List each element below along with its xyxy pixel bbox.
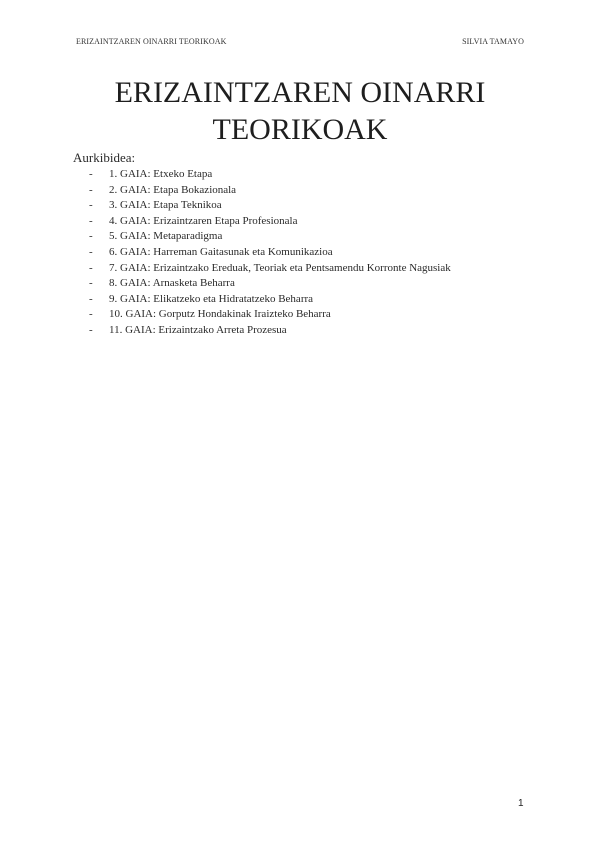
list-marker: - [89, 277, 93, 290]
table-of-contents [89, 167, 451, 339]
list-marker: - [89, 323, 93, 336]
toc-item [89, 229, 451, 245]
document-title-line-1: ERIZAINTZAREN OINARRI [114, 76, 486, 109]
list-marker: - [89, 308, 93, 321]
list-marker: - [89, 199, 93, 212]
toc-item [89, 183, 451, 199]
list-marker: - [89, 230, 93, 243]
toc-item [89, 198, 451, 214]
toc-item [89, 276, 451, 292]
document-title-line-2: TEORIKOAK [212, 113, 388, 146]
list-marker: - [89, 214, 93, 227]
document-title [0, 74, 600, 148]
page-number: 1 [518, 798, 524, 809]
toc-item [89, 245, 451, 261]
toc-item-label: 3. GAIA: Etapa Teknikoa [109, 199, 222, 212]
toc-item-label: 11. GAIA: Erizaintzako Arreta Prozesua [109, 323, 287, 336]
list-marker: - [89, 292, 93, 305]
toc-item-label: 8. GAIA: Arnasketa Beharra [109, 277, 235, 290]
toc-item-label: 2. GAIA: Etapa Bokazionala [109, 183, 237, 196]
header-author: SILVIA TAMAYO [462, 37, 524, 46]
toc-item-label: 10. GAIA: Gorputz Hondakinak Iraizteko Beharra [109, 308, 331, 321]
toc-item-label: 1. GAIA: Etxeko Etapa [109, 168, 213, 180]
toc-item [89, 167, 451, 183]
toc-item-label: 4. GAIA: Erizaintzaren Etapa Profesionala [109, 214, 298, 227]
header-document-title: ERIZAINTZAREN OINARRI TEORIKOAK [76, 37, 227, 46]
index-heading: Aurkibidea: [73, 150, 136, 165]
toc-item-label: 5. GAIA: Metaparadigma [109, 230, 223, 243]
toc-item [89, 214, 451, 230]
toc-item [89, 323, 451, 339]
list-marker: - [89, 245, 93, 258]
list-marker: - [89, 261, 93, 274]
list-marker: - [89, 168, 93, 180]
page-header [76, 37, 524, 46]
toc-item-label: 9. GAIA: Elikatzeko eta Hidratatzeko Beharra [109, 292, 314, 305]
list-marker: - [89, 183, 93, 196]
toc-item [89, 292, 451, 308]
toc-item-label: 7. GAIA: Erizaintzako Ereduak, Teoriak eta Pentsamendu Korronte Nagusiak [109, 261, 451, 274]
toc-item [89, 261, 451, 277]
toc-item-label: 6. GAIA: Harreman Gaitasunak eta Komunikazioa [109, 245, 333, 258]
toc-item [89, 307, 451, 323]
